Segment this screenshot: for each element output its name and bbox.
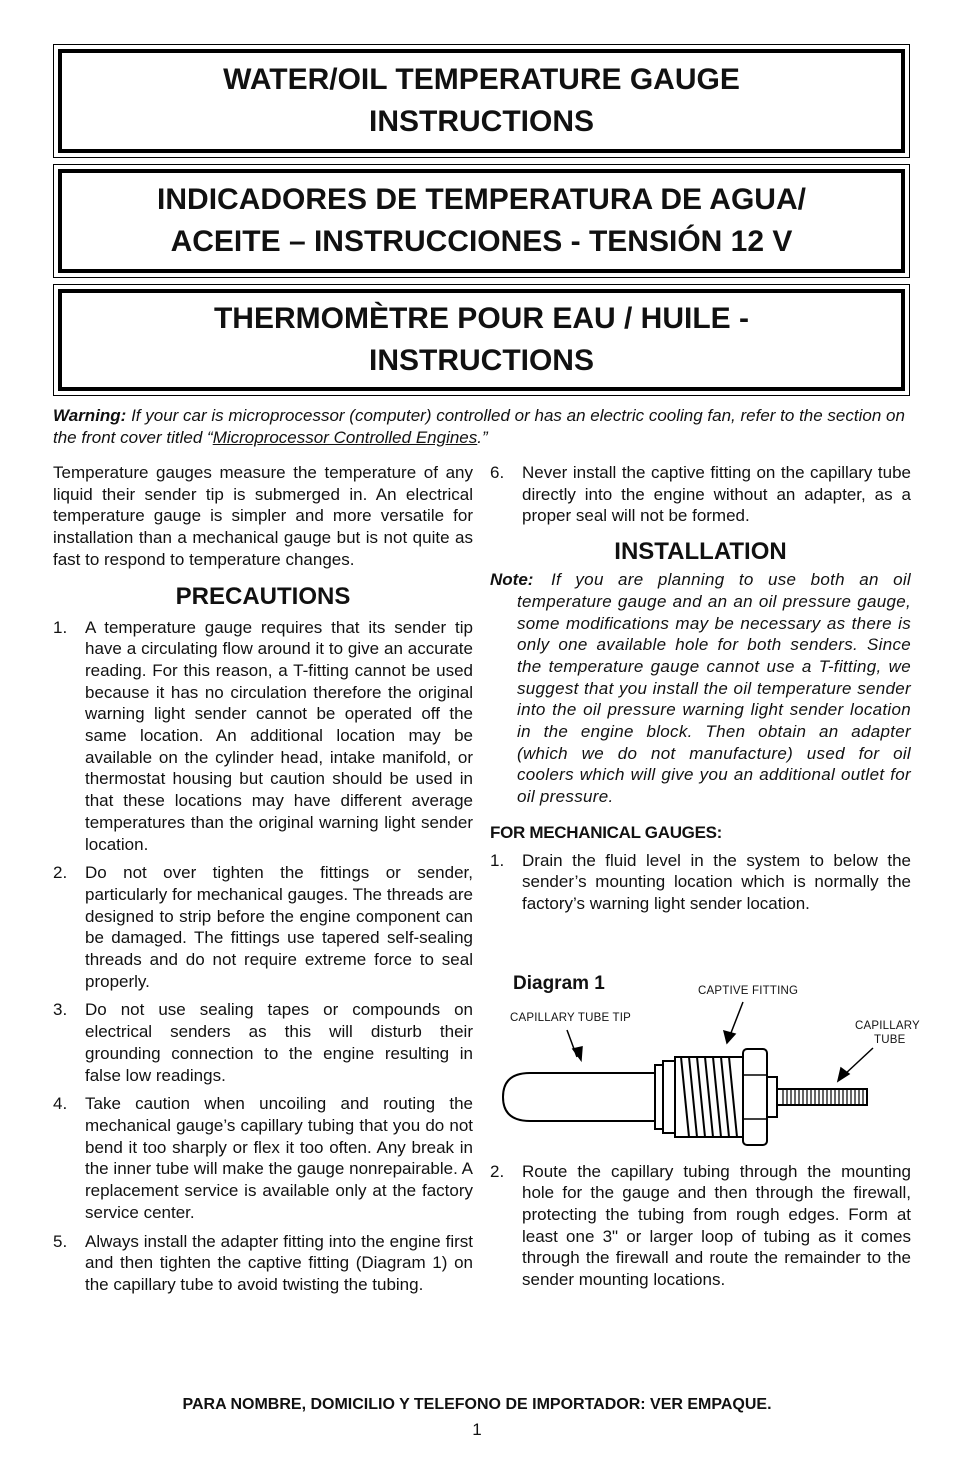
nut-shoulder <box>767 1077 777 1117</box>
item-number: 6. <box>490 463 505 482</box>
right-column <box>490 462 911 1291</box>
page-number: 1 <box>472 1420 482 1439</box>
precautions-heading: PRECAUTIONS <box>175 582 351 610</box>
note-label: Note: <box>490 570 534 590</box>
mechanical-gauges-heading: FOR MECHANICAL GAUGES: <box>490 822 723 842</box>
item-number: 4. <box>53 1094 68 1114</box>
step-number: 1. <box>490 850 505 870</box>
label-capillary-tube-tip: CAPILLARY TUBE TIP <box>510 1012 631 1024</box>
diagram-1 <box>495 965 920 1155</box>
warning-text-end: .” <box>477 428 488 447</box>
precaution-item <box>53 1231 473 1296</box>
precaution-item <box>53 862 473 992</box>
install-step <box>490 1161 911 1291</box>
title-box-french <box>53 284 910 396</box>
arrow-fitting <box>724 1002 743 1043</box>
item-text: Never install the captive fitting on the capillary tube directly into the engine without an adapter, as a proper seal will not be formed. <box>522 463 911 526</box>
left-column <box>53 462 473 1296</box>
install-step <box>490 850 911 915</box>
warning-link[interactable]: Microprocessor Controlled Engines <box>212 428 478 447</box>
item-text: A temperature gauge requires that its sender tip have a circulating flow around it to give an accurate reading. For this reason, a T-fitting cannot be used because it has no circulation therefore the original warning light sender cannot be operated off the same location. An additional location may be available on the cylinder head, intake manifold, or thermostat housing but caution should be used in that these locations may have different average temperatures than the original warning light sender location. <box>85 617 473 854</box>
item-text: Do not use sealing tapes or compounds on electrical senders as this will disturb their grounding connection to the engine resulting in false low readings. <box>85 1000 473 1085</box>
warning-notice <box>53 405 913 449</box>
intro-paragraph: Temperature gauges measure the temperature of any liquid their sender tip is submerged in. An electrical temperature gauge is simpler and more versatile for installation than a mechanical gauge but is not quite as fast to respond to temperature changes. <box>53 463 473 569</box>
item-number: 2. <box>53 863 68 883</box>
title-spanish: INDICADORES DE TEMPERATURA DE AGUA/ ACEITE – INSTRUCCIONES - TENSIÓN 12 V <box>157 183 806 258</box>
item-number: 3. <box>53 1000 68 1020</box>
item-number: 1. <box>53 617 68 637</box>
step-text: Route the capillary tubing through the mounting hole for the gauge and then through the firewall, protecting the tubing from rough edges. Form at least one 3" or larger loop of tubing as it comes through the firewall and route the remainder to the sender mounting locations. <box>522 1161 911 1290</box>
item-number: 5. <box>53 1231 68 1251</box>
precaution-item <box>53 1093 473 1223</box>
item-text: Take caution when uncoiling and routing the mechanical gauge’s capillary tubing that you do not bend it too sharply or flex it too often. Any break in the inner tube will make the gauge nonrepairable. A replacement service is available only at the factory service center. <box>85 1094 473 1222</box>
collar-2 <box>663 1061 675 1133</box>
title-box-spanish <box>53 164 910 278</box>
installation-note <box>490 569 911 808</box>
warning-text: If your car is microprocessor (computer) controlled or has an electric cooling fan, refer to the section on the front cover titled “ <box>53 406 905 447</box>
title-box-english <box>53 44 910 158</box>
arrow-tip <box>567 1030 582 1060</box>
label-capillary-tube-1: CAPILLARY <box>855 1020 920 1032</box>
tube-coil <box>783 1089 863 1105</box>
title-french: THERMOMÈTRE POUR EAU / HUILE - INSTRUCTIONS <box>213 302 749 377</box>
step-text: Drain the fluid level in the system to below the sender’s mounting location which is normally the factory’s warning light sender location. <box>522 850 911 913</box>
label-captive-fitting: CAPTIVE FITTING <box>698 985 799 997</box>
sender-tip <box>503 1073 655 1121</box>
hex-nut <box>743 1049 767 1145</box>
arrow-tube <box>838 1048 873 1081</box>
collar <box>655 1065 663 1129</box>
warning-label: Warning: <box>53 406 127 425</box>
precaution-item <box>53 617 473 856</box>
item-text: Always install the adapter fitting into the engine first and then tighten the captive fitting (Diagram 1) on the capillary tube to avoid twisting the tubing. <box>85 1231 473 1294</box>
item-text: Do not over tighten the fittings or sender, particularly for mechanical gauges. The threads are designed to strip before the engine component can be damaged. The fittings use tapered self-sealing threads and do not require extreme force to seal properly. <box>85 863 473 991</box>
note-text: If you are planning to use both an oil temperature gauge and an an oil pressure gauge, some modifications may be necessary as there is only one available hole for both senders. Since the temperature gauge cannot use a T-fitting, we suggest that you install the oil temperature sender into the oil pressure warning light sender location in the engine block. Then obtain an adapter (which we do not manufacture) used for oil coolers which will give you an additional outlet for oil pressure. <box>517 570 911 807</box>
step-number: 2. <box>490 1161 505 1181</box>
diagram-title: Diagram 1 <box>513 973 605 994</box>
precaution-item <box>490 462 911 527</box>
precaution-item <box>53 999 473 1086</box>
installation-heading: INSTALLATION <box>614 538 787 566</box>
label-capillary-tube-2: TUBE <box>874 1034 906 1046</box>
title-english: WATER/OIL TEMPERATURE GAUGE INSTRUCTIONS <box>223 63 740 138</box>
importer-footer: PARA NOMBRE, DOMICILIO Y TELEFONO DE IMPORTADOR: VER EMPAQUE. <box>182 1396 772 1413</box>
sender-fitting-drawing <box>495 965 915 1155</box>
